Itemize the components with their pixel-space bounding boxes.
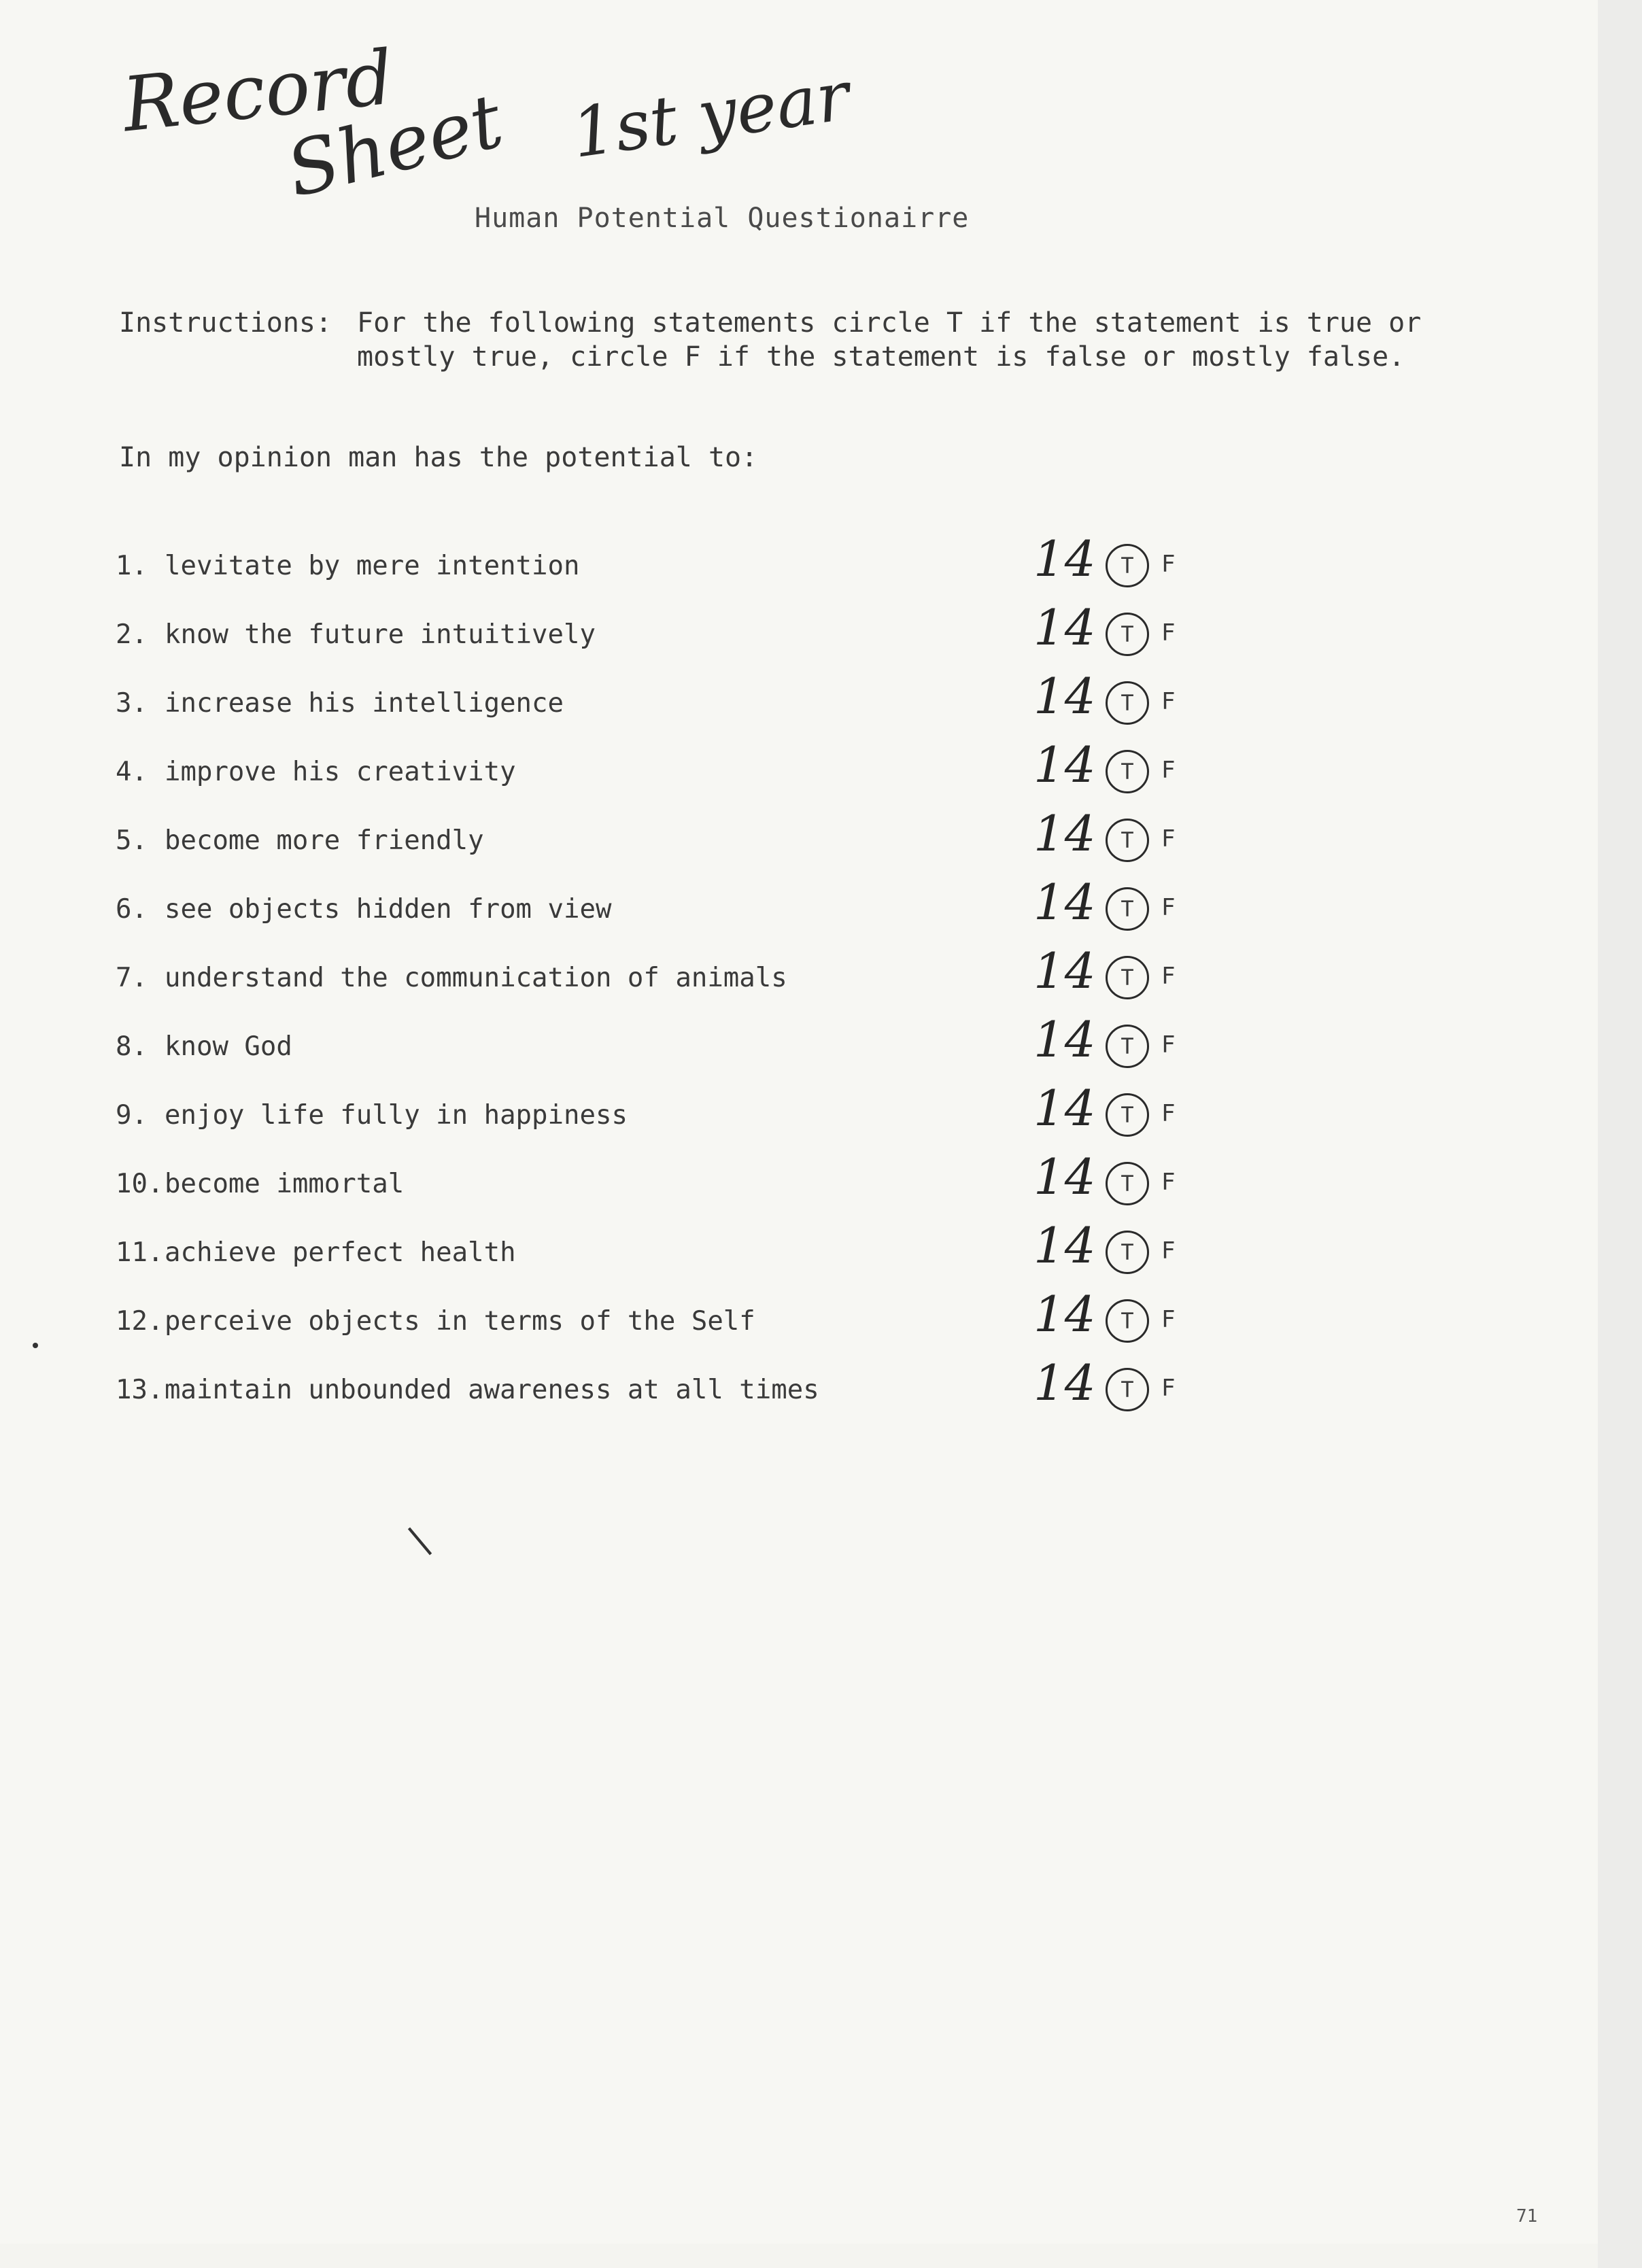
instructions-line-1: For the following statements circle T if the statement is true or: [357, 307, 1422, 339]
true-option-circled[interactable]: T: [1106, 544, 1149, 587]
statement-number: 13.: [116, 1375, 164, 1405]
statement-number: 5.: [116, 825, 148, 856]
handwritten-tally: 14: [1033, 599, 1096, 656]
statement-label: achieve perfect health: [165, 1237, 516, 1268]
true-option-circled[interactable]: T: [1106, 1162, 1149, 1205]
statement-number: 9.: [116, 1100, 148, 1131]
handwritten-sheet: Sheet: [278, 77, 511, 214]
true-option-circled[interactable]: T: [1106, 681, 1149, 725]
statement-row: [116, 1217, 1271, 1285]
statement-number: 10.: [116, 1169, 164, 1199]
instructions-label: Instructions:: [119, 307, 332, 339]
handwritten-tally: 14: [1033, 1286, 1096, 1343]
false-option[interactable]: F: [1161, 894, 1176, 921]
statement-label: levitate by mere intention: [165, 551, 580, 581]
statement-row: [116, 805, 1271, 873]
statement-label: know the future intuitively: [165, 619, 596, 650]
statement-text: [116, 1306, 755, 1337]
statement-number: 8.: [116, 1031, 148, 1062]
handwritten-tally: 14: [1033, 668, 1096, 725]
true-option-circled[interactable]: T: [1106, 1299, 1149, 1343]
handwritten-tally: 14: [1033, 1148, 1096, 1205]
statement-text: [116, 1375, 819, 1405]
true-option-circled[interactable]: T: [1106, 1093, 1149, 1137]
false-option[interactable]: F: [1161, 619, 1176, 647]
statement-text: [116, 1237, 516, 1268]
true-option-circled[interactable]: T: [1106, 887, 1149, 931]
statement-row: [116, 942, 1271, 1010]
statement-label: see objects hidden from view: [165, 894, 612, 925]
statement-row: [116, 1011, 1271, 1079]
page-number: 71: [1516, 2206, 1538, 2227]
statement-row: [116, 599, 1271, 667]
statement-number: 3.: [116, 688, 148, 719]
handwritten-tally: 14: [1033, 1080, 1096, 1137]
statement-row: [116, 1148, 1271, 1216]
statement-number: 11.: [116, 1237, 164, 1268]
statement-number: 2.: [116, 619, 148, 650]
handwritten-tally: 14: [1033, 530, 1096, 587]
stray-mark: |: [397, 1517, 439, 1561]
statement-number: 6.: [116, 894, 148, 925]
stray-dot: [33, 1343, 38, 1348]
false-option[interactable]: F: [1161, 825, 1176, 853]
page-title: Human Potential Questionairre: [475, 203, 970, 234]
true-option-circled[interactable]: T: [1106, 1231, 1149, 1274]
statement-label: understand the communication of animals: [165, 963, 787, 993]
handwritten-tally: 14: [1033, 1217, 1096, 1274]
statement-label: perceive objects in terms of the Self: [165, 1306, 755, 1337]
statement-label: maintain unbounded awareness at all times: [165, 1375, 819, 1405]
statement-text: [116, 825, 484, 856]
statement-row: [116, 1080, 1271, 1148]
true-option-circled[interactable]: T: [1106, 956, 1149, 999]
false-option[interactable]: F: [1161, 551, 1176, 578]
true-option-circled[interactable]: T: [1106, 750, 1149, 793]
false-option[interactable]: F: [1161, 1169, 1176, 1196]
statement-label: increase his intelligence: [165, 688, 564, 719]
statement-text: [116, 1169, 404, 1199]
statement-row: [116, 530, 1271, 598]
statement-text: [116, 1100, 628, 1131]
scan-edge: [1598, 0, 1642, 2268]
statement-text: [116, 1031, 292, 1062]
statement-label: know God: [165, 1031, 292, 1062]
statement-label: become more friendly: [165, 825, 484, 856]
true-option-circled[interactable]: T: [1106, 1368, 1149, 1411]
handwritten-tally: 14: [1033, 805, 1096, 862]
statement-label: improve his creativity: [165, 757, 516, 787]
statement-text: [116, 757, 516, 787]
statement-label: enjoy life fully in happiness: [165, 1100, 628, 1131]
statement-number: 1.: [116, 551, 148, 581]
statement-label: become immortal: [165, 1169, 405, 1199]
instructions-block: [119, 306, 1421, 374]
false-option[interactable]: F: [1161, 1031, 1176, 1059]
instructions-line-2: mostly true, circle F if the statement is false or mostly false.: [357, 341, 1405, 373]
handwritten-tally: 14: [1033, 942, 1096, 999]
false-option[interactable]: F: [1161, 688, 1176, 715]
statement-number: 12.: [116, 1306, 164, 1337]
handwritten-tally: 14: [1033, 874, 1096, 931]
statement-row: [116, 1286, 1271, 1354]
statement-text: [116, 551, 579, 581]
statement-row: [116, 668, 1271, 736]
false-option[interactable]: F: [1161, 1100, 1176, 1127]
false-option[interactable]: F: [1161, 1237, 1176, 1265]
true-option-circled[interactable]: T: [1106, 1025, 1149, 1068]
handwritten-year: 1st year: [566, 56, 855, 173]
statement-text: [116, 619, 596, 650]
statement-text: [116, 894, 611, 925]
statement-row: [116, 736, 1271, 804]
true-option-circled[interactable]: T: [1106, 819, 1149, 862]
statement-number: 7.: [116, 963, 148, 993]
opinion-prompt: In my opinion man has the potential to:: [119, 442, 758, 473]
false-option[interactable]: F: [1161, 963, 1176, 990]
statement-text: [116, 688, 564, 719]
handwritten-tally: 14: [1033, 1354, 1096, 1411]
handwritten-tally: 14: [1033, 1011, 1096, 1068]
false-option[interactable]: F: [1161, 757, 1176, 784]
statement-row: [116, 874, 1271, 942]
handwritten-record: Record: [118, 33, 398, 149]
true-option-circled[interactable]: T: [1106, 613, 1149, 656]
statement-text: [116, 963, 787, 993]
false-option[interactable]: F: [1161, 1306, 1176, 1333]
false-option[interactable]: F: [1161, 1375, 1176, 1402]
statement-row: [116, 1354, 1271, 1422]
statement-number: 4.: [116, 757, 148, 787]
handwritten-tally: 14: [1033, 736, 1096, 793]
